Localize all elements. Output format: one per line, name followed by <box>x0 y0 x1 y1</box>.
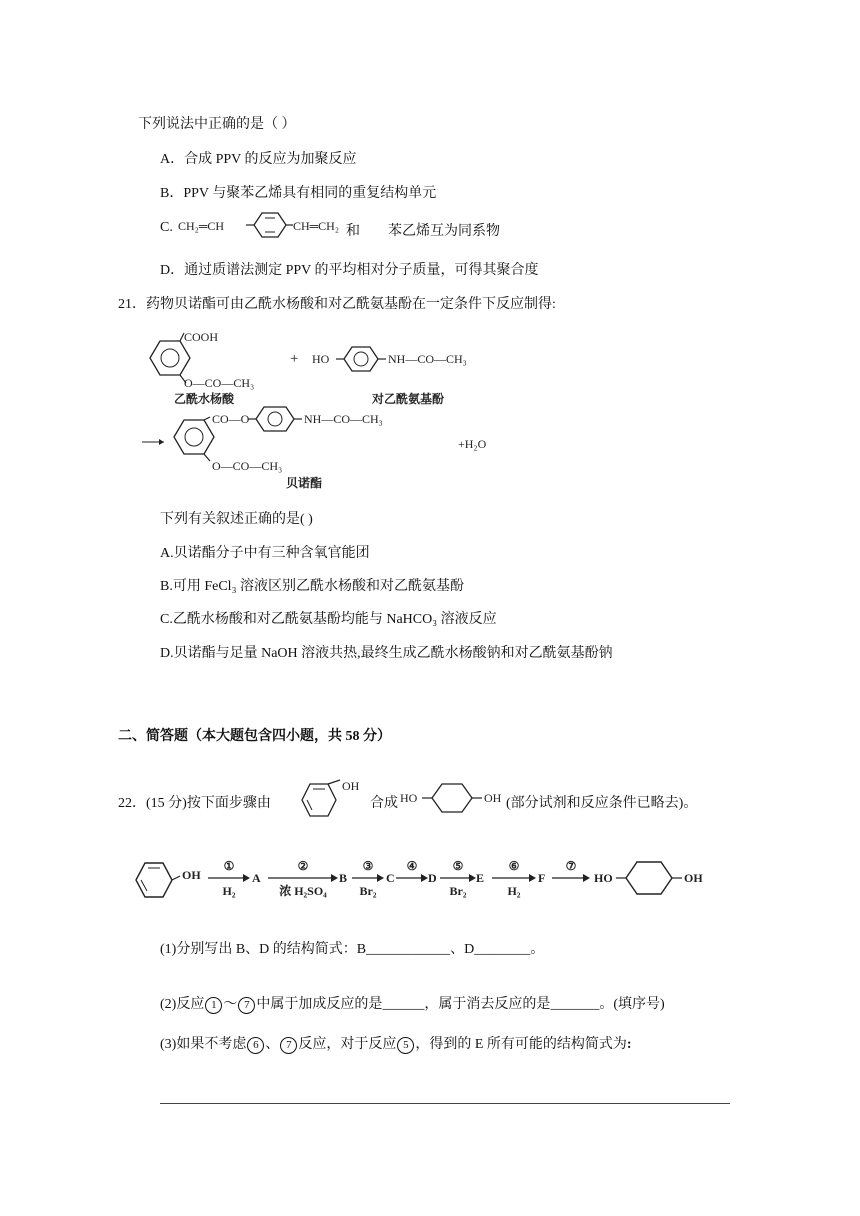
q22-part3: (3)如果不考虑 6 、 7 反应，对于反应 5 ，得到的 E 所有可能的结构简式为: <box>160 1037 632 1052</box>
ho-group: HO <box>400 791 418 805</box>
q21-option-b: B.可用 FeCl₃ 溶液区别乙酰水杨酸和对乙酰氨基酚 <box>160 579 464 594</box>
q22-mid: 合成 <box>370 796 398 811</box>
circled-number: 6 <box>247 1037 264 1054</box>
q20-option-b: B．PPV 与聚苯乙烯具有相同的重复结构单元 <box>160 186 437 201</box>
circled-number: 7 <box>280 1037 297 1054</box>
q20-option-c-structure <box>172 208 342 244</box>
acetoxy-group: O—CO—CH₃ <box>184 376 255 390</box>
ester-link: CO—O <box>212 412 250 426</box>
section-heading: 二、简答题（本大题包含四小题，共 58 分） <box>118 729 391 744</box>
benzene-ring <box>254 213 286 237</box>
circled-number: 7 <box>238 997 255 1014</box>
oh-group: OH <box>342 779 360 793</box>
water: +H₂O <box>458 437 487 451</box>
oh-group: OH <box>684 871 703 885</box>
q22-part1: (1)分别写出 B、D 的结构简式：B____________、D________。 <box>160 942 545 957</box>
label-paracetamol: 对乙酰氨基酚 <box>372 392 445 406</box>
q20-option-d: D．通过质谱法测定 PPV 的平均相对分子质量，可得其聚合度 <box>160 263 539 278</box>
arrow-head <box>469 874 476 882</box>
q20-option-a: A．合成 PPV 的反应为加聚反应 <box>160 152 357 167</box>
arrow-head <box>529 874 536 882</box>
q22-lead: 22．(15 分)按下面步骤由 <box>118 796 271 811</box>
q20-stem: 下列说法中正确的是（ ） <box>138 117 296 132</box>
intermediate-label: A <box>252 871 261 885</box>
step-number: ⑦ <box>565 859 577 873</box>
q21-question: 下列有关叙述正确的是( ) <box>160 512 313 527</box>
step-reagent: H₂ <box>222 884 236 898</box>
circled-number: 1 <box>205 997 222 1014</box>
benzene-ring <box>256 407 294 431</box>
cooh-group: COOH <box>184 330 219 344</box>
arrow-head <box>583 874 590 882</box>
q20-option-c-and: 和 <box>346 224 360 239</box>
cyclohexane-ring <box>626 862 672 894</box>
q21-option-c: C.乙酰水杨酸和对乙酰氨基酚均能与 NaHCO₃ 溶液反应 <box>160 612 497 627</box>
phenol-structure <box>296 776 370 820</box>
step-number: ④ <box>406 859 418 873</box>
benzene-ring <box>174 420 214 454</box>
label-aspirin: 乙酰水杨酸 <box>174 392 235 406</box>
circled-number: 5 <box>397 1037 414 1054</box>
arrow-head <box>331 874 338 882</box>
oh-group: OH <box>182 868 201 882</box>
cyclohexanediol-structure <box>400 780 510 820</box>
intermediate-label: B <box>339 871 348 885</box>
formula-right: CH═CH₂ <box>293 219 340 233</box>
arrow-head <box>421 874 428 882</box>
step-number: ③ <box>362 859 374 873</box>
q22-synthesis-route <box>128 848 728 912</box>
svg-text:+: + <box>290 351 299 367</box>
step-reagent: H₂ <box>507 884 521 898</box>
q20-option-c-prefix: C. <box>160 220 173 235</box>
q21-option-d: D.贝诺酯与足量 NaOH 溶液共热,最终生成乙酰水杨酸钠和对乙酰氨基酚钠 <box>160 646 613 661</box>
step-number: ⑤ <box>452 859 464 873</box>
step-number: ⑥ <box>508 859 520 873</box>
step-reagent: Br₂ <box>359 884 377 898</box>
q20-option-c-suffix: 苯乙烯互为同系物 <box>388 224 500 239</box>
intermediate-label: E <box>476 871 485 885</box>
q22-tail: (部分试剂和反应条件已略去)。 <box>506 796 698 811</box>
ho-group: HO <box>594 871 613 885</box>
arrow-head <box>243 874 250 882</box>
q21-stem: 21．药物贝诺酯可由乙酰水杨酸和对乙酰氨基酚在一定条件下反应制得: <box>118 297 556 312</box>
q22-part2: (2)反应 1 ～ 7 中属于加成反应的是______，属于消去反应的是_______。(填序号) <box>160 997 665 1012</box>
step-number: ① <box>223 859 235 873</box>
acetamido-group-product: NH—CO—CH₃ <box>304 412 383 426</box>
oh-group: OH <box>484 791 502 805</box>
intermediate-label: F <box>538 871 546 885</box>
q21-reaction-scheme <box>140 325 540 495</box>
step-reagent: 浓 H₂SO₄ <box>279 884 327 898</box>
arrow-head <box>377 874 384 882</box>
cyclohexane-ring <box>432 784 472 812</box>
answer-line <box>160 1103 730 1104</box>
intermediate-label: D <box>428 871 437 885</box>
benzene-ring <box>150 341 190 375</box>
q21-option-a: A.贝诺酯分子中有三种含氧官能团 <box>160 546 370 561</box>
label-benorilate: 贝诺酯 <box>286 476 323 490</box>
acetoxy-group-product: O—CO—CH₃ <box>212 459 283 473</box>
step-reagent: Br₂ <box>449 884 467 898</box>
benzene-ring <box>344 347 378 371</box>
acetamido-group: NH—CO—CH₃ <box>388 352 467 366</box>
step-number: ② <box>297 859 309 873</box>
formula-left: CH₂═CH <box>178 219 225 233</box>
ho-group: HO <box>312 352 330 366</box>
intermediate-label: C <box>386 871 395 885</box>
